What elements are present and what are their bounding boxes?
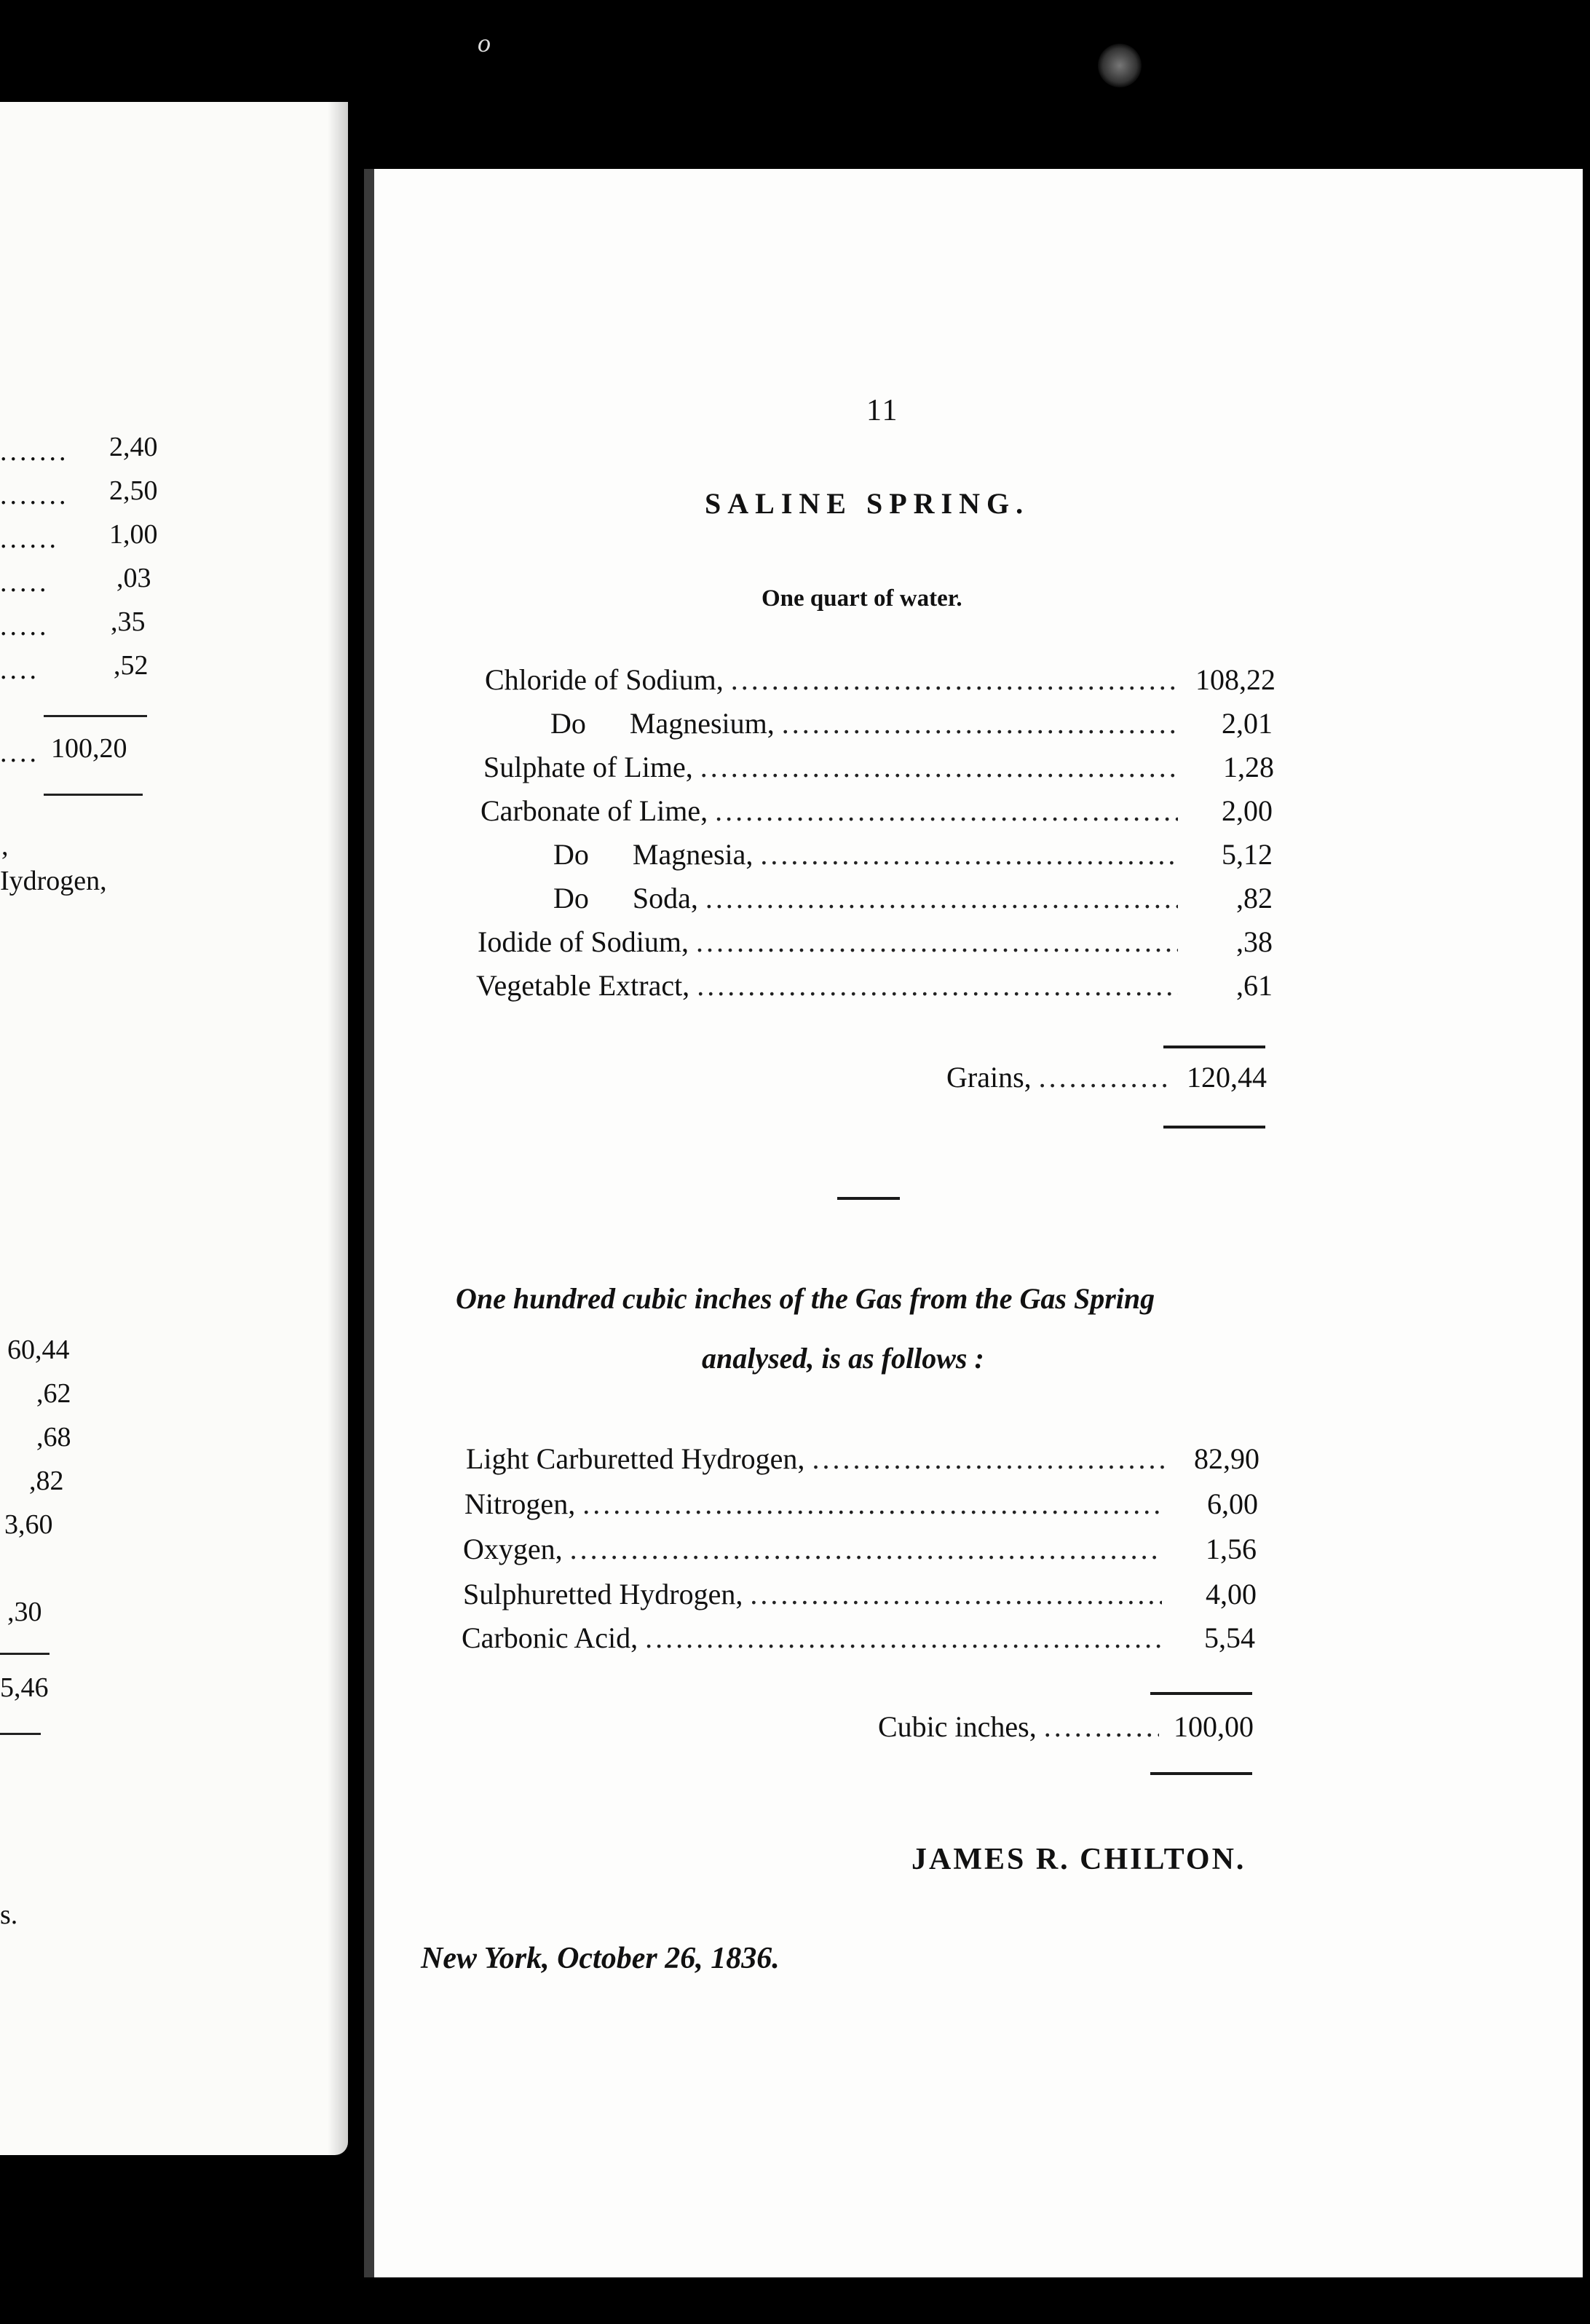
total-value: 120,44	[1187, 1061, 1267, 1094]
page-number: 11	[866, 394, 899, 427]
dot-leader	[715, 794, 1178, 828]
section-title: SALINE SPRING.	[705, 487, 1030, 520]
dot-leader	[1044, 1710, 1159, 1744]
row-label: Do Magnesium,	[550, 707, 775, 740]
row-label: Iodide of Sodium,	[478, 925, 689, 958]
scan-smudge	[1098, 44, 1142, 87]
dot-leader	[570, 1532, 1162, 1566]
row-label: Nitrogen,	[464, 1487, 576, 1520]
dot-leader	[697, 968, 1178, 1003]
row-label: Chloride of Sodium,	[485, 663, 724, 696]
left-value: ,82	[29, 1466, 64, 1496]
dot-leader	[1039, 1060, 1172, 1094]
table-row	[462, 1621, 1255, 1661]
left-value: 3,60	[4, 1509, 53, 1540]
sum-rule	[1150, 1772, 1252, 1775]
sum-rule	[1163, 1046, 1265, 1048]
table-row	[485, 663, 1275, 703]
table-row	[476, 968, 1273, 1009]
left-value: ,62	[36, 1378, 71, 1409]
total-row	[946, 1060, 1267, 1101]
total-value: 100,00	[1174, 1710, 1254, 1743]
left-fragment: s.	[0, 1900, 18, 1930]
left-dots: .....	[0, 567, 50, 598]
left-dots: .....	[0, 611, 50, 641]
left-dots: .......	[0, 480, 69, 510]
left-fragment: ,	[1, 831, 9, 861]
total-label: Grains,	[946, 1061, 1032, 1094]
left-dots: ....	[0, 738, 39, 768]
row-value: 2,01	[1222, 707, 1273, 740]
dot-leader	[582, 1487, 1163, 1521]
left-value: ,52	[114, 650, 149, 681]
row-label: Vegetable Extract,	[476, 969, 690, 1002]
left-facing-page	[0, 102, 348, 2155]
table-row	[466, 1442, 1259, 1482]
dot-leader	[645, 1621, 1160, 1655]
left-total: 5,46	[0, 1672, 49, 1703]
row-label: Light Carburetted Hydrogen,	[466, 1442, 805, 1475]
row-value: ,38	[1236, 925, 1273, 958]
left-dots: ....	[0, 655, 39, 685]
dot-leader	[705, 881, 1178, 915]
gas-intro-line: One hundred cubic inches of the Gas from the Gas Spring	[456, 1282, 1155, 1315]
row-value: 1,56	[1206, 1533, 1257, 1565]
row-value: ,61	[1236, 969, 1273, 1002]
row-value: 5,12	[1222, 838, 1273, 871]
left-value: ,03	[116, 563, 151, 593]
left-value: 1,00	[109, 519, 158, 550]
row-label: Do Magnesia,	[553, 838, 754, 871]
row-label: Oxygen,	[463, 1533, 563, 1565]
row-label: Sulphate of Lime,	[483, 751, 693, 783]
stray-mark: o	[478, 28, 491, 58]
dot-leader	[696, 925, 1178, 959]
gas-intro-line: analysed, is as follows :	[702, 1342, 984, 1375]
table-row	[478, 925, 1273, 965]
dateline: New York, October 26, 1836.	[421, 1942, 780, 1975]
row-value: 82,90	[1194, 1442, 1259, 1475]
left-value: 60,44	[7, 1335, 70, 1365]
dot-leader	[760, 837, 1178, 872]
row-value: 4,00	[1206, 1578, 1257, 1610]
dot-leader	[750, 1577, 1162, 1611]
gutter-shadow	[328, 102, 348, 2155]
sum-rule	[1163, 1126, 1265, 1129]
left-dots: ......	[0, 523, 59, 554]
left-value: ,68	[36, 1422, 71, 1452]
row-value: 2,00	[1222, 794, 1273, 827]
table-row	[463, 1577, 1257, 1618]
row-value: 6,00	[1207, 1487, 1258, 1520]
subtitle: One quart of water.	[762, 585, 962, 612]
total-row	[878, 1710, 1254, 1750]
left-dots: .......	[0, 436, 69, 467]
dot-leader	[782, 706, 1178, 740]
left-value: ,35	[111, 606, 146, 637]
table-row	[553, 881, 1273, 922]
left-fragment: Iydrogen,	[0, 866, 107, 896]
left-value: ,30	[7, 1597, 42, 1627]
row-label: Carbonate of Lime,	[480, 794, 708, 827]
left-total: 100,20	[51, 733, 127, 764]
left-rule	[44, 715, 147, 717]
dot-leader	[812, 1442, 1165, 1476]
left-rule	[44, 794, 143, 796]
sum-rule	[1150, 1692, 1252, 1695]
signature: JAMES R. CHILTON.	[911, 1843, 1246, 1876]
dot-leader	[731, 663, 1181, 697]
table-row	[464, 1487, 1258, 1527]
row-label: Carbonic Acid,	[462, 1621, 638, 1654]
row-value: 5,54	[1204, 1621, 1255, 1654]
table-row	[480, 794, 1273, 834]
table-row	[553, 837, 1273, 878]
total-label: Cubic inches,	[878, 1710, 1037, 1743]
row-value: 1,28	[1223, 751, 1274, 783]
row-label: Do Soda,	[553, 882, 698, 914]
table-row	[550, 706, 1273, 747]
row-value: 108,22	[1195, 663, 1275, 696]
table-row	[463, 1532, 1257, 1573]
section-divider	[837, 1197, 900, 1200]
row-value: ,82	[1236, 882, 1273, 914]
dot-leader	[700, 750, 1179, 784]
left-rule	[0, 1653, 50, 1655]
row-label: Sulphuretted Hydrogen,	[463, 1578, 743, 1610]
left-value: 2,40	[109, 432, 158, 462]
table-row	[483, 750, 1274, 791]
left-rule	[0, 1733, 41, 1735]
left-value: 2,50	[109, 475, 158, 506]
